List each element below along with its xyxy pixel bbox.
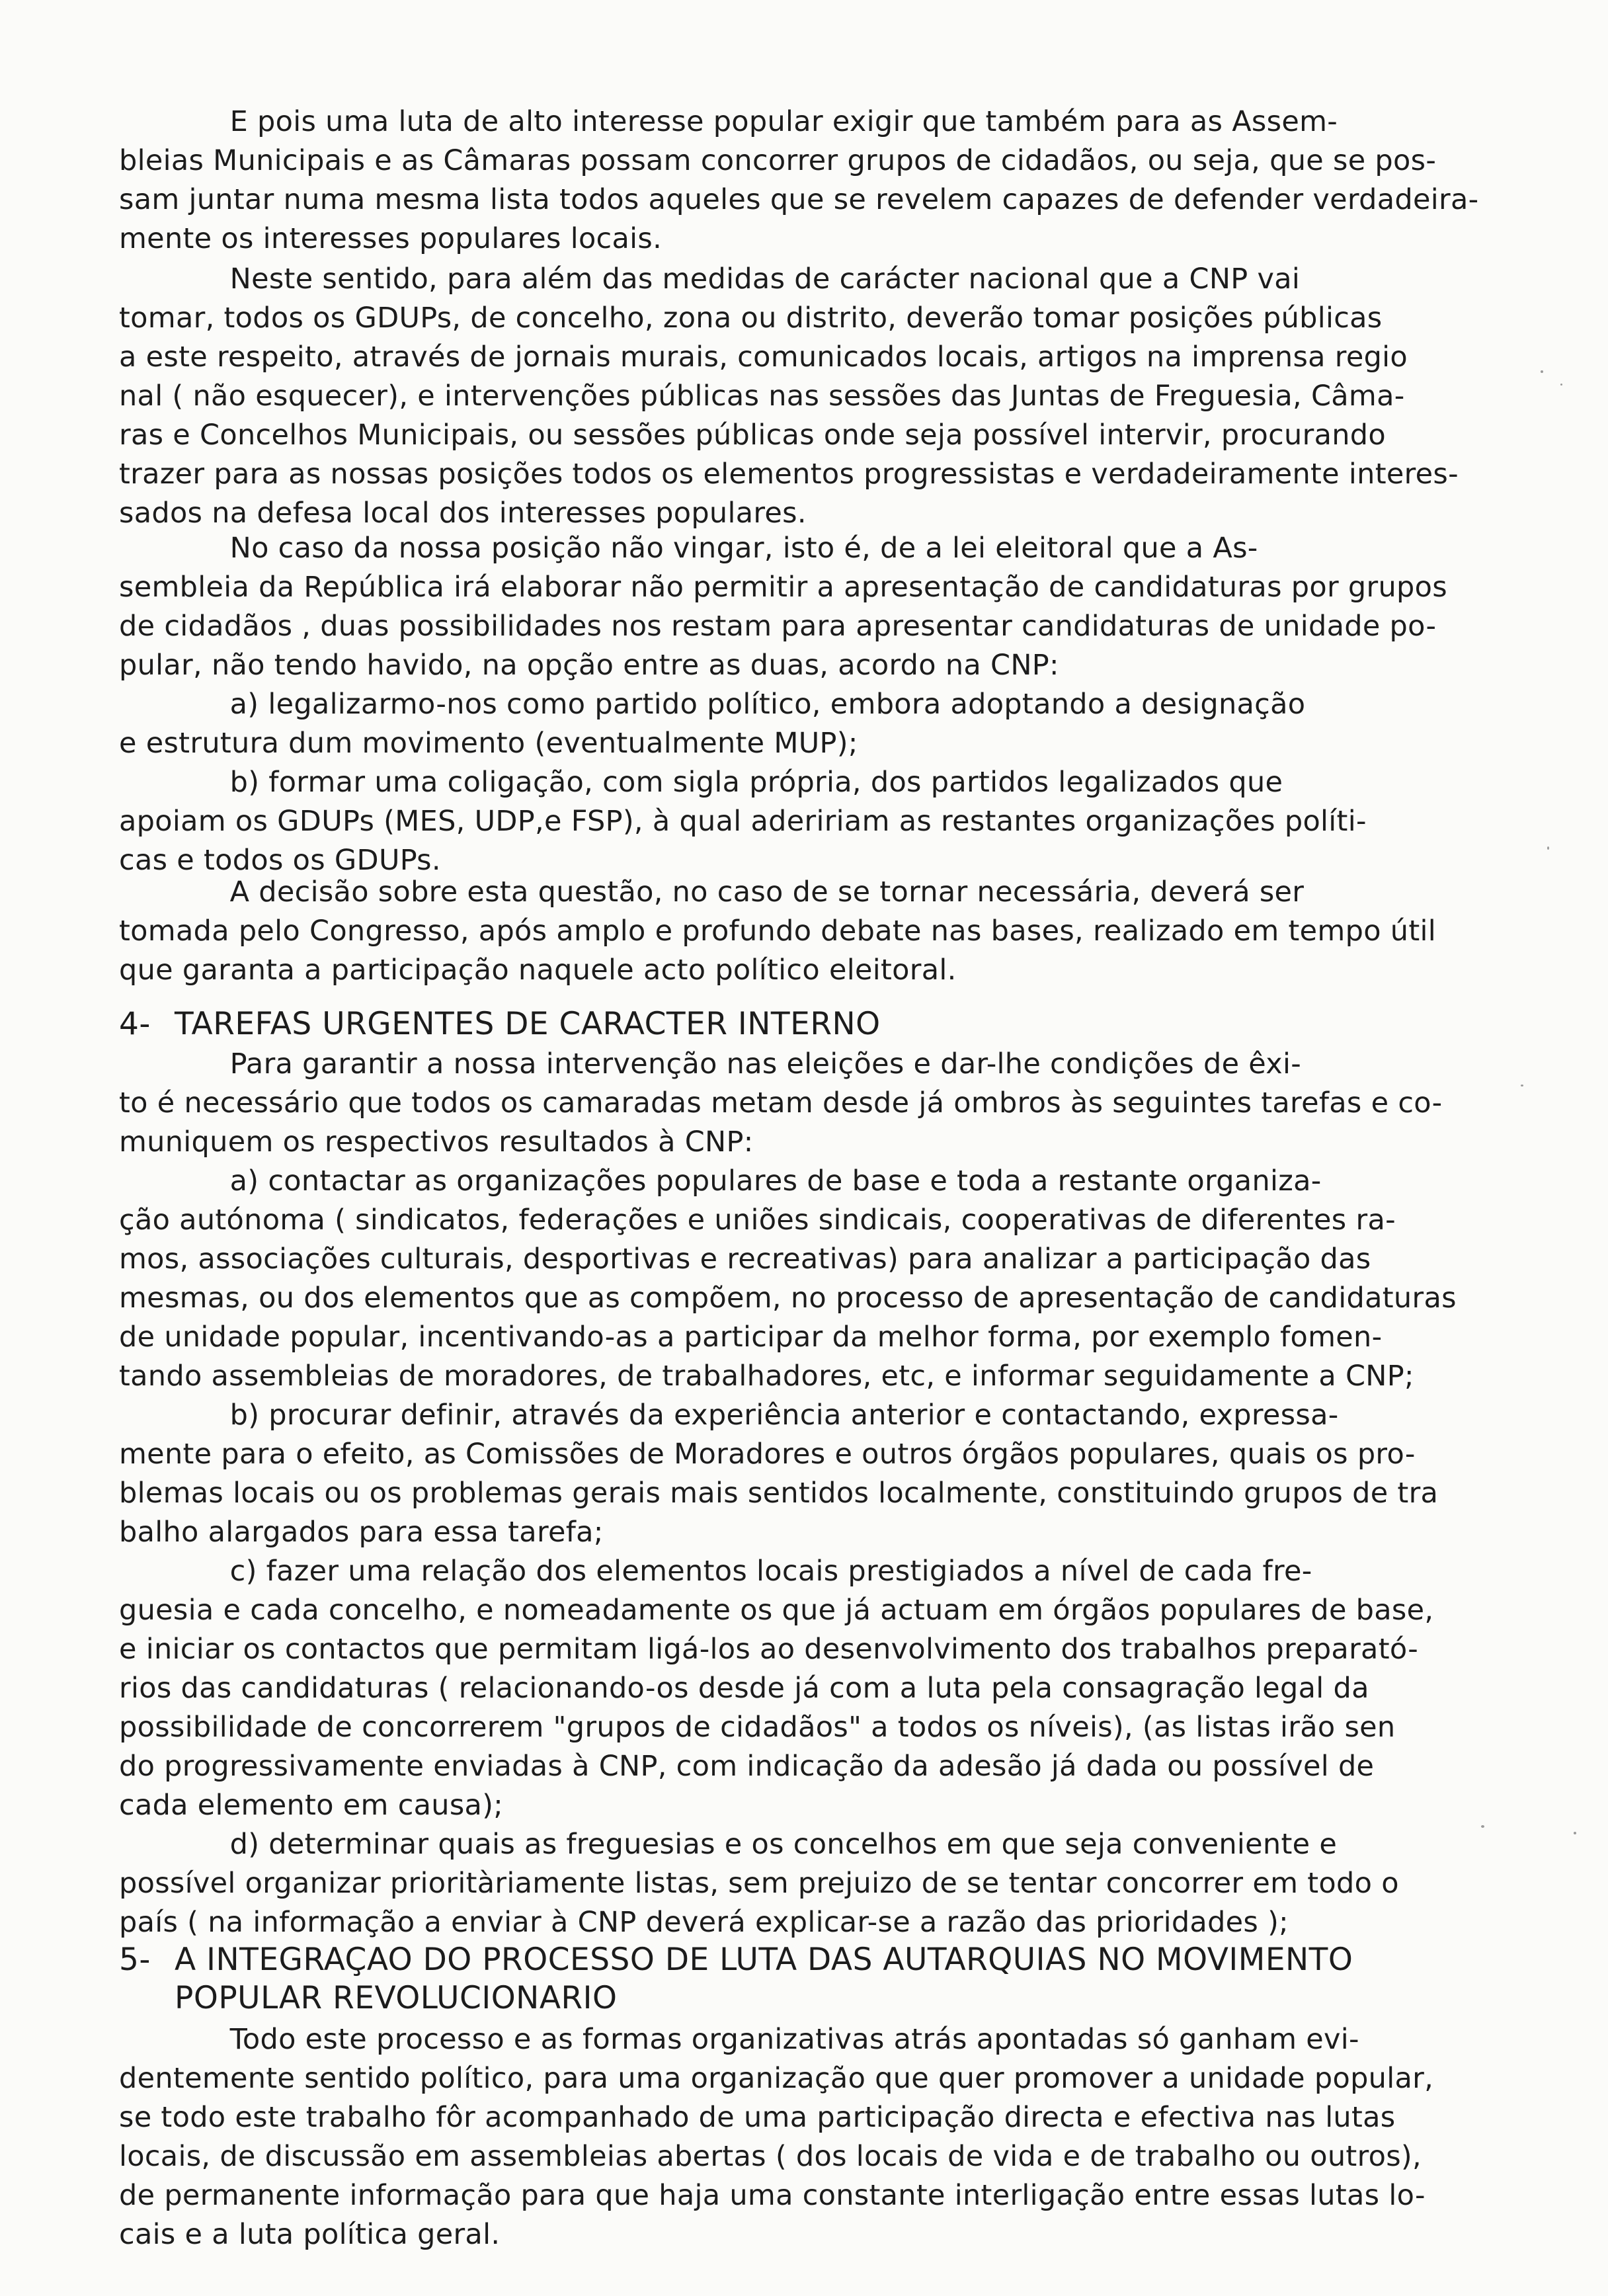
text-line: b) procurar definir, através da experiência anterior e contactando, expressa- (119, 1399, 1339, 1432)
text-line: pular, não tendo havido, na opção entre as duas, acordo na CNP: (119, 649, 1059, 682)
text-line: a este respeito, através de jornais murais, comunicados locais, artigos na imprensa regio (119, 341, 1408, 374)
section-title: A INTEGRAÇAO DO PROCESSO DE LUTA DAS AUTARQUIAS NO MOVIMENTO (175, 1942, 1353, 1978)
scan-speck (1481, 1825, 1484, 1828)
section-number: 4- (119, 1006, 151, 1042)
text-line: rios das candidaturas ( relacionando-os desde já com a luta pela consagração legal da (119, 1672, 1369, 1705)
text-line: de unidade popular, incentivando-as a participar da melhor forma, por exemplo fomen- (119, 1321, 1383, 1354)
scan-speck (1560, 384, 1562, 386)
text-line: b) formar uma coligação, com sigla própria, dos partidos legalizados que (119, 766, 1283, 799)
text-line: cada elemento em causa); (119, 1789, 504, 1822)
text-line: se todo este trabalho fôr acompanhado de uma participação directa e efectiva nas lutas (119, 2101, 1396, 2134)
text-line: Para garantir a nossa intervenção nas eleições e dar-lhe condições de êxi- (119, 1047, 1302, 1081)
section-title-continuation: POPULAR REVOLUCIONARIO (175, 1980, 618, 2016)
text-line: E pois uma luta de alto interesse popular exigir que também para as Assem- (119, 105, 1338, 138)
text-line: do progressivamente enviadas à CNP, com indicação da adesão já dada ou possível de (119, 1750, 1375, 1783)
text-line: bleias Municipais e as Câmaras possam concorrer grupos de cidadãos, ou seja, que se pos- (119, 144, 1437, 177)
text-line: cas e todos os GDUPs. (119, 844, 441, 877)
paragraph-3 (119, 529, 1494, 880)
text-line: c) fazer uma relação dos elementos locais prestigiados a nível de cada fre- (119, 1555, 1312, 1588)
text-line: possível organizar prioritàriamente listas, sem prejuizo de se tentar concorrer em todo o (119, 1867, 1399, 1900)
text-line: a) contactar as organizações populares de base e toda a restante organiza- (119, 1165, 1322, 1198)
text-line: Todo este processo e as formas organizativas atrás apontadas só ganham evi- (119, 2023, 1359, 2056)
paragraph-1 (119, 102, 1494, 259)
paragraph-4 (119, 873, 1494, 990)
text-line: No caso da nossa posição não vingar, isto é, de a lei eleitoral que a As- (119, 532, 1258, 565)
text-line: país ( na informação a enviar à CNP deverá explicar-se a razão das prioridades ); (119, 1906, 1289, 1939)
scan-speck (1547, 846, 1549, 850)
scan-speck (1521, 1085, 1523, 1086)
text-line: A decisão sobre esta questão, no caso de se tornar necessária, deverá ser (119, 876, 1305, 909)
section-title: TAREFAS URGENTES DE CARACTER INTERNO (175, 1006, 881, 1042)
text-line: tomada pelo Congresso, após amplo e profundo debate nas bases, realizado em tempo útil (119, 915, 1436, 948)
text-line: sembleia da República irá elaborar não permitir a apresentação de candidaturas por grupos (119, 571, 1447, 604)
text-line: tomar, todos os GDUPs, de concelho, zona ou distrito, deverão tomar posições públicas (119, 302, 1383, 335)
section-heading-5 (119, 1941, 1508, 2018)
text-line: Neste sentido, para além das medidas de carácter nacional que a CNP vai (119, 263, 1301, 296)
text-line: locais, de discussão em assembleias abertas ( dos locais de vida e de trabalho ou outros), (119, 2140, 1422, 2173)
text-line: trazer para as nossas posições todos os elementos progressistas e verdadeiramente interes- (119, 458, 1459, 491)
text-line: cais e a luta política geral. (119, 2218, 501, 2251)
text-line: e iniciar os contactos que permitam ligá-los ao desenvolvimento dos trabalhos preparató- (119, 1633, 1419, 1666)
text-line: d) determinar quais as freguesias e os concelhos em que seja conveniente e (119, 1828, 1338, 1861)
text-line: dentemente sentido político, para uma organização que quer promover a unidade popular, (119, 2062, 1434, 2095)
text-line: muniquem os respectivos resultados à CNP: (119, 1126, 754, 1159)
text-line: de permanente informação para que haja uma constante interligação entre essas lutas lo- (119, 2179, 1426, 2212)
text-line: mente para o efeito, as Comissões de Moradores e outros órgãos populares, quais os pro- (119, 1438, 1416, 1471)
section-heading-4 (119, 1005, 1508, 1044)
scan-speck (1541, 370, 1543, 373)
text-line: guesia e cada concelho, e nomeadamente os que já actuam em órgãos populares de base, (119, 1594, 1434, 1627)
text-line: mesmas, ou dos elementos que as compõem, no processo de apresentação de candidaturas (119, 1282, 1457, 1315)
text-line: sados na defesa local dos interesses populares. (119, 497, 807, 530)
paragraph-5 (119, 1045, 1494, 1942)
text-line: blemas locais ou os problemas gerais mais sentidos localmente, constituindo grupos de tra (119, 1477, 1439, 1510)
text-line: possibilidade de concorrerem "grupos de cidadãos" a todos os níveis), (as listas irão sen (119, 1711, 1396, 1744)
text-line: ção autónoma ( sindicatos, federações e uniões sindicais, cooperativas de diferentes ra- (119, 1204, 1396, 1237)
text-line: que garanta a participação naquele acto político eleitoral. (119, 954, 957, 987)
text-line: mente os interesses populares locais. (119, 222, 663, 255)
text-line: tando assembleias de moradores, de trabalhadores, etc, e informar seguidamente a CNP; (119, 1360, 1414, 1393)
text-line: apoiam os GDUPs (MES, UDP,e FSP), à qual adeririam as restantes organizações políti- (119, 805, 1367, 838)
section-number: 5- (119, 1942, 151, 1978)
text-line: ras e Concelhos Municipais, ou sessões públicas onde seja possível intervir, procurando (119, 419, 1386, 452)
text-line: balho alargados para essa tarefa; (119, 1516, 604, 1549)
paragraph-6 (119, 2020, 1494, 2254)
text-line: a) legalizarmo-nos como partido político, embora adoptando a designação (119, 688, 1306, 721)
text-line: to é necessário que todos os camaradas metam desde já ombros às seguintes tarefas e co- (119, 1086, 1443, 1120)
text-line: sam juntar numa mesma lista todos aqueles que se revelem capazes de defender verdadeira- (119, 183, 1479, 216)
text-line: de cidadãos , duas possibilidades nos restam para apresentar candidaturas de unidade po- (119, 610, 1437, 643)
text-line: e estrutura dum movimento (eventualmente MUP); (119, 727, 858, 760)
text-line: mos, associações culturais, desportivas e recreativas) para analizar a participação das (119, 1243, 1371, 1276)
text-line: nal ( não esquecer), e intervenções públicas nas sessões das Juntas de Freguesia, Câma- (119, 380, 1405, 413)
paragraph-2 (119, 260, 1494, 533)
scan-speck (1574, 1832, 1576, 1834)
